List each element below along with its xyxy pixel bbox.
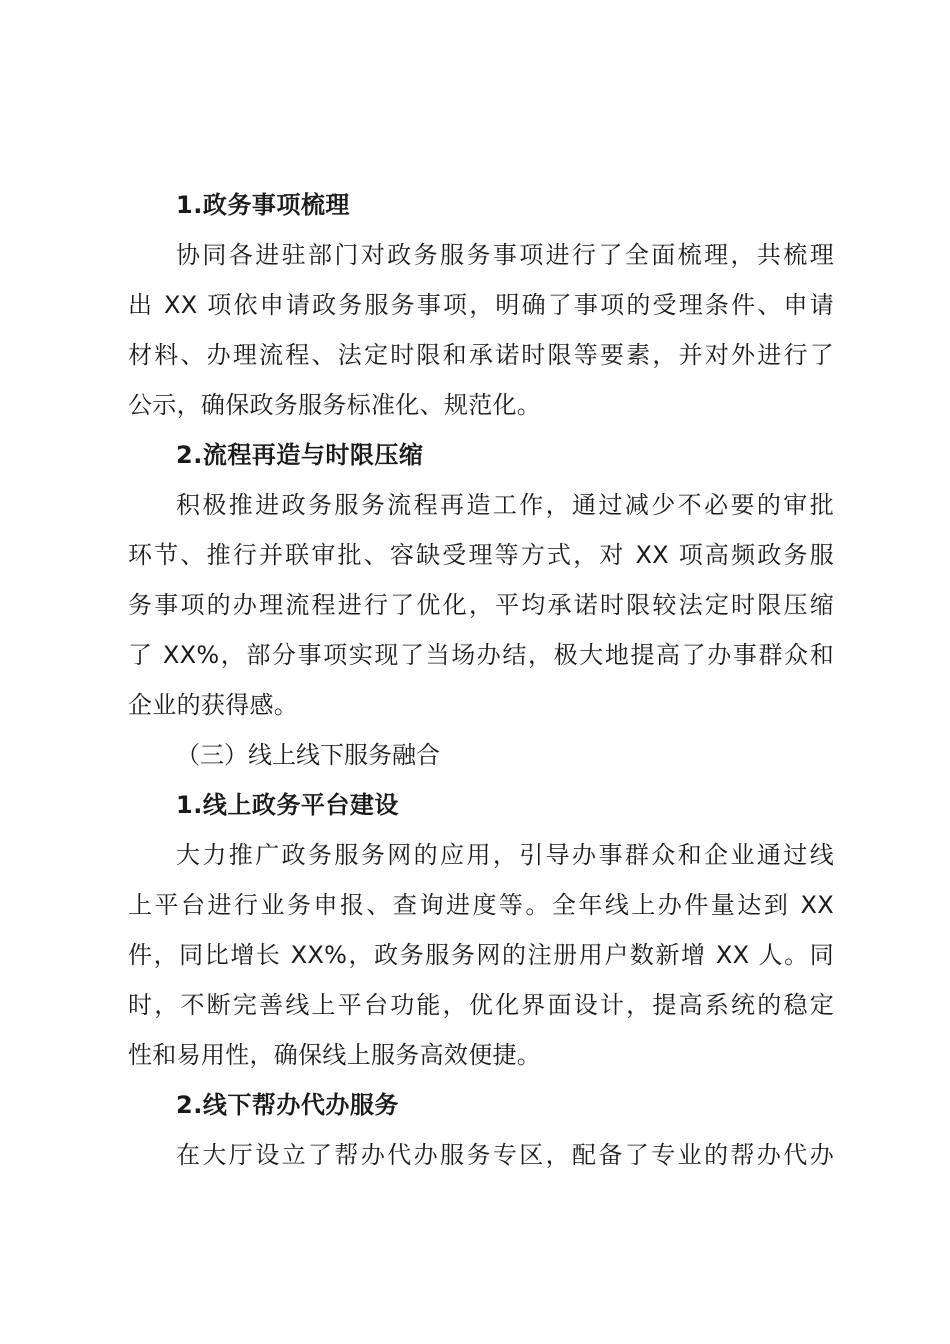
paragraph-line: 时，不断完善线上平台功能，优化界面设计，提高系统的稳定 <box>128 991 834 1019</box>
paragraph-offline-assist <box>128 1130 834 1180</box>
paragraph-line: 环节、推行并联审批、容缺受理等方式，对 XX 项高频政务服 <box>128 541 834 569</box>
section-title-online-offline: （三）线上线下服务融合 <box>176 741 440 769</box>
document-page <box>128 180 834 1180</box>
paragraph-affairs-review <box>128 230 834 430</box>
paragraph-process-reengineering <box>128 480 834 730</box>
heading-affairs-review: 1.政务事项梳理 <box>176 191 350 219</box>
paragraph-line: 企业的获得感。 <box>128 691 299 719</box>
paragraph-line: 上平台进行业务申报、查询进度等。全年线上办件量达到 XX <box>128 891 834 919</box>
paragraph-line: 出 XX 项依申请政务服务事项，明确了事项的受理条件、申请 <box>128 291 834 319</box>
paragraph-line: 性和易用性，确保线上服务高效便捷。 <box>128 1041 542 1069</box>
heading-online-platform: 1.线上政务平台建设 <box>176 791 399 819</box>
paragraph-line: 材料、办理流程、法定时限和承诺时限等要素，并对外进行了 <box>128 341 834 369</box>
paragraph-line: 大力推广政务服务网的应用，引导办事群众和企业通过线 <box>176 841 834 869</box>
paragraph-line: 了 XX%，部分事项实现了当场办结，极大地提高了办事群众和 <box>128 641 834 669</box>
heading-offline-assist: 2.线下帮办代办服务 <box>176 1091 399 1119</box>
paragraph-line: 公示，确保政务服务标准化、规范化。 <box>128 391 542 419</box>
paragraph-line: 在大厅设立了帮办代办服务专区，配备了专业的帮办代办 <box>176 1141 834 1169</box>
paragraph-line: 协同各进驻部门对政务服务事项进行了全面梳理，共梳理 <box>176 241 834 269</box>
paragraph-online-platform <box>128 830 834 1080</box>
heading-process-reengineering: 2.流程再造与时限压缩 <box>176 441 424 469</box>
paragraph-line: 积极推进政务服务流程再造工作，通过减少不必要的审批 <box>176 491 834 519</box>
paragraph-line: 件，同比增长 XX%，政务服务网的注册用户数新增 XX 人。同 <box>128 941 834 969</box>
paragraph-line: 务事项的办理流程进行了优化，平均承诺时限较法定时限压缩 <box>128 591 834 619</box>
